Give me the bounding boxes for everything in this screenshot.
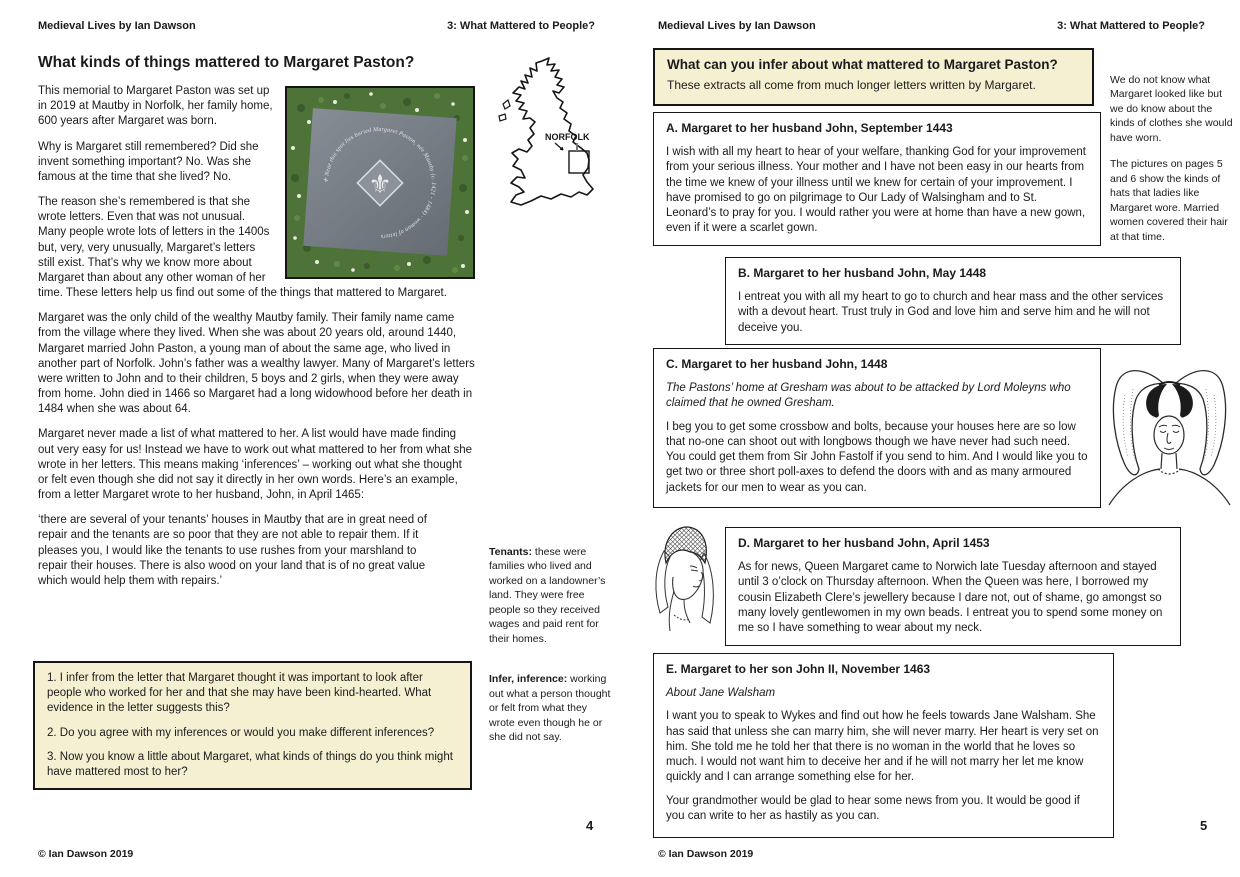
copyright-left: © Ian Dawson 2019 [38, 848, 134, 860]
glossary-term: Tenants: [489, 546, 532, 558]
letter-extract-d [725, 527, 1181, 646]
paragraph: Why is Margaret still remembered? Did she invent something important? No. Was she famous at the time that she lived? No. [38, 140, 259, 183]
memorial-circle-text: ✛ Near this spot lies buried Margaret Paston, née Mautby (c. 1421 - 1484) · woman of letters [323, 126, 437, 240]
letter-extract-e [653, 653, 1114, 838]
glossary-term: Infer, inference: [489, 673, 568, 686]
book-title: Medieval Lives by Ian Dawson [658, 20, 816, 32]
letter-context: About Jane Walsham [666, 686, 776, 699]
letter-context: The Pastons’ home at Gresham was about to be attacked by Lord Moleyns who claimed that he owned Gresham. [666, 381, 1071, 410]
questions-box [33, 661, 472, 790]
uk-map-art [489, 56, 616, 214]
activity-title: What can you infer about what mattered to Margaret Paston? [667, 57, 1058, 72]
letter-title: B. Margaret to her husband John, May 1448 [738, 266, 987, 280]
letter-title: E. Margaret to her son John II, November 1463 [666, 662, 931, 676]
letter-title: C. Margaret to her husband John, 1448 [666, 357, 888, 371]
letter-quote: ‘there are several of your tenants’ houses in Mautby that are in great need of repair and the tenants are so poor that they are not able to repair them. If it pleases you, I would like the tenants to use rushes from your marshland to repair their houses. There is also wood on your land that is of no great value which would help them with repairs.’ [38, 514, 427, 587]
clothing-note [1110, 73, 1236, 256]
fleur-de-lis-icon: ⚜ [368, 169, 392, 199]
glossary-notes [489, 545, 613, 745]
page-number-left: 4 [586, 818, 594, 833]
question-2: 2. Do you agree with my inferences or would you make different inferences? [47, 726, 435, 739]
face [673, 551, 703, 599]
letter-body: I want you to speak to Wykes and find out how he feels towards Jane Walsham. She has said that unless she can marry him, she will never marry. Her heart is very set on him. She told me he told her that there is no woman in the world that he loves so much. I would not want him to deceive her and if he will not marry her let me know quickly and I can arrange something else for her. [666, 710, 1099, 784]
activity-subtitle: These extracts all come from much longer letters written by Margaret. [667, 78, 1036, 92]
memorial-photo [285, 86, 475, 279]
face [1154, 416, 1184, 454]
chapter-title: 3: What Mattered to People? [447, 20, 595, 32]
butterfly-headdress-illustration [1103, 357, 1236, 513]
letter-body: I entreat you with all my heart to go to church and hear mass and the other services with a devout heart. Trust truly in God and love him and serve him and he will not deceive you. [738, 290, 1164, 334]
islands [499, 100, 510, 121]
page-title: What kinds of things mattered to Margaret Paston? [38, 54, 415, 71]
copyright-right: © Ian Dawson 2019 [658, 848, 754, 860]
note-paragraph: The pictures on pages 5 and 6 show the kinds of hats that ladies like Margaret wore. Married women covered their hair at that time. [1110, 158, 1228, 243]
activity-intro-box [653, 48, 1094, 106]
letter-body: I beg you to get some crossbow and bolts, because your houses here are so low that no-one can shoot out with longbows though we have never had such need. You could get them from Sir John Fastolf if you send to him. And I would like you to get two or three short poll-axes to defend the doors with and as many armoured jackets for our men to wear as you can. [666, 420, 1088, 494]
glossary-note-infer [489, 672, 613, 744]
letter-body: As for news, Queen Margaret came to Norwich late Tuesday afternoon and stayed until 3 o’clock on Thursday afternoon. When the Queen was here, I borrowed my cousin Elizabeth Clere’s jewellery because I dare not, out of shame, go amongst so many lovely gentlewomen in my own beads. I entreat you to spend some money on me so I have something to wear about my neck. [738, 560, 1163, 635]
glossary-note-tenants [489, 546, 605, 645]
left-page-body [38, 84, 475, 599]
book-title: Medieval Lives by Ian Dawson [38, 20, 196, 32]
letter-extract-a [653, 112, 1101, 246]
paragraph: This memorial to Margaret Paston was set up in 2019 at Mautby in Norfolk, her family home, 600 years after Margaret was born. [38, 85, 273, 128]
hair-left [1146, 384, 1167, 418]
letter-body: I wish with all my heart to hear of your welfare, thanking God for your improvement from your serious illness. Your mother and I have not been easy in our hearts from the time we knew of your illness until we knew for certain of your improvement. I have promised to go on pilgrimage to Our Lady of Walsingham and to St. Leonard’s to pray for you. I would rather you were at home than have a new gown, even if it were a scarlet gown. [666, 145, 1086, 235]
paragraph: Margaret never made a list of what mattered to her. A list would have made finding out very easy for us! Instead we have to work out what mattered to her from what she wrote in her letters. This means making ‘inferences’ – working out what she thought or felt even though she did not say it directly in her own words. Here’s an example, from a letter Margaret wrote to her husband, John, in April 1465: [38, 428, 473, 502]
question-1: 1. I infer from the letter that Margaret thought it was important to look after people who worked for her and that she may have been kind-hearted. What evidence in the letter suggests this? [47, 672, 432, 715]
letter-title: A. Margaret to her husband John, September 1443 [666, 121, 953, 135]
norfolk-label: NORFOLK [545, 132, 590, 142]
letter-body: Your grandmother would be glad to hear some news from you. It would be good if you can write to her as hastily as you can. [666, 794, 1080, 822]
letter-extract-b [725, 257, 1181, 345]
netted-veil-headdress-illustration [648, 517, 723, 639]
question-3: 3. Now you know a little about Margaret, what kinds of things do you think might have mattered most to her? [47, 750, 453, 778]
letter-extract-c [653, 348, 1101, 508]
norfolk-arrow [555, 143, 563, 150]
glossary-definition: working out what a person thought or felt from what they wrote even though he or she did not say. [489, 673, 611, 744]
page-number-right: 5 [1200, 818, 1208, 833]
page-header-left [38, 20, 595, 32]
paragraph: Margaret was the only child of the wealthy Mautby family. Their family name came from the village where they lived. When she was about 20 years old, around 1440, Margaret married John Paston, a young man of about the same age, who lived in another part of Norfolk. John’s father was a wealthy lawyer. Many of Margaret’s letters were written to John and to their children, 5 boys and 2 girls, when they were away from home. John died in 1466 so Margaret had a long widowhood before her death in 1484 when she was about 64. [38, 312, 475, 416]
page-header-right [658, 20, 1205, 32]
paragraph: The reason she’s remembered is that she wrote letters. Even that was not unusual. Many people wrote lots of letters in the 1400s but, very, very unusually, Margaret’s letters still exist. That’s why we know more about Margaret than about any other woman of her time. These letters help us find out some of the things that mattered to Margaret. [38, 196, 447, 300]
note-paragraph: We do not know what Margaret looked like but we do know about the kinds of clothes she would have worn. [1110, 74, 1233, 144]
chapter-title: 3: What Mattered to People? [1057, 20, 1205, 32]
hair-right [1172, 384, 1193, 418]
glossary-definition: these were families who lived and worked on a landowner’s land. They were free people so they received wages and paid rent for their homes. [489, 546, 606, 645]
memorial-photo-art [287, 88, 473, 277]
uk-map [489, 56, 616, 214]
letter-title: D. Margaret to her husband John, April 1453 [738, 536, 990, 550]
